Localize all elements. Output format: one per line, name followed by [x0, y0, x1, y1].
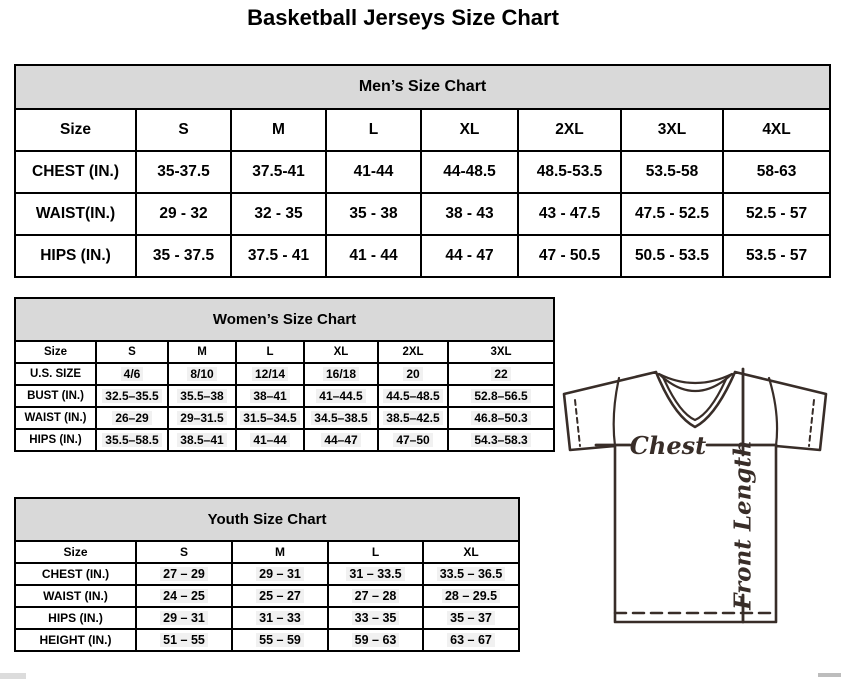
chest-label: Chest — [629, 431, 707, 460]
value-cell — [232, 585, 328, 607]
column-header: S — [136, 109, 231, 151]
value-cell — [136, 151, 231, 193]
value: 35 - 38 — [349, 205, 398, 222]
value: 47.5 - 52.5 — [634, 205, 710, 222]
value: 41–44 — [250, 433, 289, 447]
value: 35-37.5 — [157, 163, 210, 180]
left-cuff-dashed-line — [575, 400, 580, 446]
value: 33 – 35 — [352, 611, 400, 625]
value-cell — [136, 563, 232, 585]
value: 8/10 — [187, 367, 216, 381]
value: 22 — [491, 367, 510, 381]
value-cell — [423, 629, 519, 651]
value: 29 – 31 — [160, 611, 208, 625]
value-cell — [136, 585, 232, 607]
table-row — [15, 429, 554, 451]
value: 32.5–35.5 — [102, 389, 161, 403]
value: 37.5 - 41 — [247, 247, 310, 264]
value-cell — [723, 193, 830, 235]
value-cell — [421, 235, 518, 277]
value-cell — [621, 193, 723, 235]
value: 35 - 37.5 — [152, 247, 215, 264]
column-header: Size — [15, 109, 136, 151]
value-cell — [232, 629, 328, 651]
value: 29–31.5 — [177, 411, 226, 425]
table-row — [15, 385, 554, 407]
table-row — [15, 363, 554, 385]
value: 53.5-58 — [645, 163, 699, 180]
value: 24 – 25 — [160, 589, 208, 603]
value-cell — [96, 385, 168, 407]
value: 27 – 28 — [352, 589, 400, 603]
value: 38 - 43 — [445, 205, 494, 222]
row-label: WAIST (IN.) — [15, 585, 136, 607]
value-cell — [168, 407, 236, 429]
value: 26–29 — [112, 411, 151, 425]
column-header-row — [15, 541, 519, 563]
value: 41-44 — [353, 163, 394, 180]
value-cell — [236, 407, 304, 429]
value-cell — [304, 429, 378, 451]
value: 44-48.5 — [443, 163, 496, 180]
value: 58-63 — [756, 163, 797, 180]
value: 47 - 50.5 — [538, 247, 601, 264]
column-header: Size — [15, 541, 136, 563]
value-cell — [423, 585, 519, 607]
value: 27 – 29 — [160, 567, 208, 581]
value-cell — [378, 385, 448, 407]
value-cell — [423, 607, 519, 629]
value: 34.5–38.5 — [311, 411, 370, 425]
value: 59 – 63 — [352, 633, 400, 647]
row-label: HIPS (IN.) — [15, 607, 136, 629]
value-cell — [236, 363, 304, 385]
value-cell — [448, 385, 554, 407]
value: 31.5–34.5 — [240, 411, 299, 425]
row-label: CHEST (IN.) — [15, 563, 136, 585]
value-cell — [304, 407, 378, 429]
value-cell — [304, 363, 378, 385]
value: 52.5 - 57 — [745, 205, 808, 222]
value-cell — [304, 385, 378, 407]
value: 47–50 — [393, 433, 432, 447]
value: 20 — [403, 367, 422, 381]
table-title: Women’s Size Chart — [15, 298, 554, 341]
table-title: Men’s Size Chart — [15, 65, 830, 109]
value: 54.3–58.3 — [471, 433, 530, 447]
value-cell — [448, 407, 554, 429]
womens-size-chart-table — [14, 297, 555, 452]
right-sleeve-seam — [769, 378, 777, 446]
page-title: Basketball Jerseys Size Chart — [247, 5, 559, 30]
value-cell — [423, 563, 519, 585]
value: 38.5–42.5 — [383, 411, 442, 425]
value: 12/14 — [252, 367, 288, 381]
value: 4/6 — [121, 367, 144, 381]
value-cell — [326, 235, 421, 277]
value-cell — [232, 607, 328, 629]
value: 46.8–50.3 — [471, 411, 530, 425]
value-cell — [421, 151, 518, 193]
row-label: HIPS (IN.) — [15, 235, 136, 277]
value: 41 - 44 — [349, 247, 398, 264]
row-label: HEIGHT (IN.) — [15, 629, 136, 651]
column-header-row — [15, 341, 554, 363]
value-cell — [168, 429, 236, 451]
value-cell — [378, 407, 448, 429]
value: 35.5–38 — [177, 389, 226, 403]
value-cell — [621, 151, 723, 193]
value: 44–47 — [321, 433, 360, 447]
value: 16/18 — [323, 367, 359, 381]
value-cell — [136, 629, 232, 651]
value: 43 - 47.5 — [538, 205, 601, 222]
value-cell — [232, 563, 328, 585]
value-cell — [328, 563, 423, 585]
value: 41–44.5 — [316, 389, 365, 403]
column-header: S — [96, 341, 168, 363]
horizontal-scrollbar-fragment-right[interactable] — [818, 673, 841, 677]
row-label: WAIST(IN.) — [15, 193, 136, 235]
value: 53.5 - 57 — [745, 247, 808, 264]
mens-size-chart-table — [14, 64, 831, 278]
value-cell — [723, 151, 830, 193]
value: 51 – 55 — [160, 633, 208, 647]
value-cell — [96, 407, 168, 429]
value: 25 – 27 — [256, 589, 304, 603]
value-cell — [448, 363, 554, 385]
column-header-row — [15, 109, 830, 151]
left-sleeve-seam — [614, 378, 619, 446]
value-cell — [723, 235, 830, 277]
value: 28 – 29.5 — [442, 589, 500, 603]
value-cell — [448, 429, 554, 451]
column-header: M — [232, 541, 328, 563]
column-header: XL — [304, 341, 378, 363]
value: 33.5 – 36.5 — [437, 567, 506, 581]
column-header: XL — [421, 109, 518, 151]
value-cell — [136, 235, 231, 277]
column-header: 3XL — [621, 109, 723, 151]
value-cell — [168, 363, 236, 385]
table-title: Youth Size Chart — [15, 498, 519, 541]
value-cell — [518, 235, 621, 277]
row-label: WAIST (IN.) — [15, 407, 96, 429]
value-cell — [326, 151, 421, 193]
column-header: 2XL — [378, 341, 448, 363]
table-row — [15, 585, 519, 607]
value-cell — [421, 193, 518, 235]
value: 37.5-41 — [252, 163, 305, 180]
table-row — [15, 629, 519, 651]
jersey-outline — [564, 372, 826, 622]
value-cell — [136, 193, 231, 235]
column-header: M — [231, 109, 326, 151]
table-row — [15, 563, 519, 585]
value-cell — [236, 385, 304, 407]
value-cell — [168, 385, 236, 407]
value-cell — [231, 193, 326, 235]
value-cell — [378, 429, 448, 451]
column-header: L — [236, 341, 304, 363]
row-label: U.S. SIZE — [15, 363, 96, 385]
value: 63 – 67 — [447, 633, 495, 647]
value: 35.5–58.5 — [102, 433, 161, 447]
table-row — [15, 407, 554, 429]
column-header: L — [326, 109, 421, 151]
value: 44.5–48.5 — [383, 389, 442, 403]
value-cell — [96, 363, 168, 385]
value: 38.5–41 — [177, 433, 226, 447]
right-cuff-dashed-line — [809, 400, 814, 446]
value-cell — [231, 151, 326, 193]
value: 31 – 33.5 — [346, 567, 404, 581]
column-header: 2XL — [518, 109, 621, 151]
table-title-row — [15, 498, 519, 541]
value: 50.5 - 53.5 — [634, 247, 710, 264]
value-cell — [231, 235, 326, 277]
column-header: XL — [423, 541, 519, 563]
value: 32 - 35 — [254, 205, 303, 222]
value-cell — [328, 629, 423, 651]
table-title-row — [15, 298, 554, 341]
value-cell — [236, 429, 304, 451]
youth-size-chart-table — [14, 497, 520, 652]
column-header: 3XL — [448, 341, 554, 363]
column-header: Size — [15, 341, 96, 363]
row-label: HIPS (IN.) — [15, 429, 96, 451]
value-cell — [96, 429, 168, 451]
value-cell — [328, 585, 423, 607]
row-label: BUST (IN.) — [15, 385, 96, 407]
value-cell — [326, 193, 421, 235]
front-length-label: Front Length — [729, 440, 757, 610]
value-cell — [621, 235, 723, 277]
table-title-row — [15, 65, 830, 109]
value-cell — [378, 363, 448, 385]
value: 48.5-53.5 — [536, 163, 603, 180]
value: 35 – 37 — [447, 611, 495, 625]
value: 38–41 — [250, 389, 289, 403]
table-row — [15, 151, 830, 193]
column-header: 4XL — [723, 109, 830, 151]
column-header: L — [328, 541, 423, 563]
value: 55 – 59 — [256, 633, 304, 647]
value-cell — [518, 193, 621, 235]
value-cell — [328, 607, 423, 629]
value-cell — [518, 151, 621, 193]
table-row — [15, 235, 830, 277]
value: 29 – 31 — [256, 567, 304, 581]
value: 29 - 32 — [159, 205, 208, 222]
horizontal-scrollbar-fragment-left[interactable] — [0, 673, 26, 679]
table-row — [15, 607, 519, 629]
value-cell — [136, 607, 232, 629]
value: 52.8–56.5 — [471, 389, 530, 403]
row-label: CHEST (IN.) — [15, 151, 136, 193]
column-header: S — [136, 541, 232, 563]
jersey-measurement-diagram — [558, 356, 832, 678]
table-row — [15, 193, 830, 235]
column-header: M — [168, 341, 236, 363]
value: 44 - 47 — [445, 247, 494, 264]
value: 31 – 33 — [256, 611, 304, 625]
